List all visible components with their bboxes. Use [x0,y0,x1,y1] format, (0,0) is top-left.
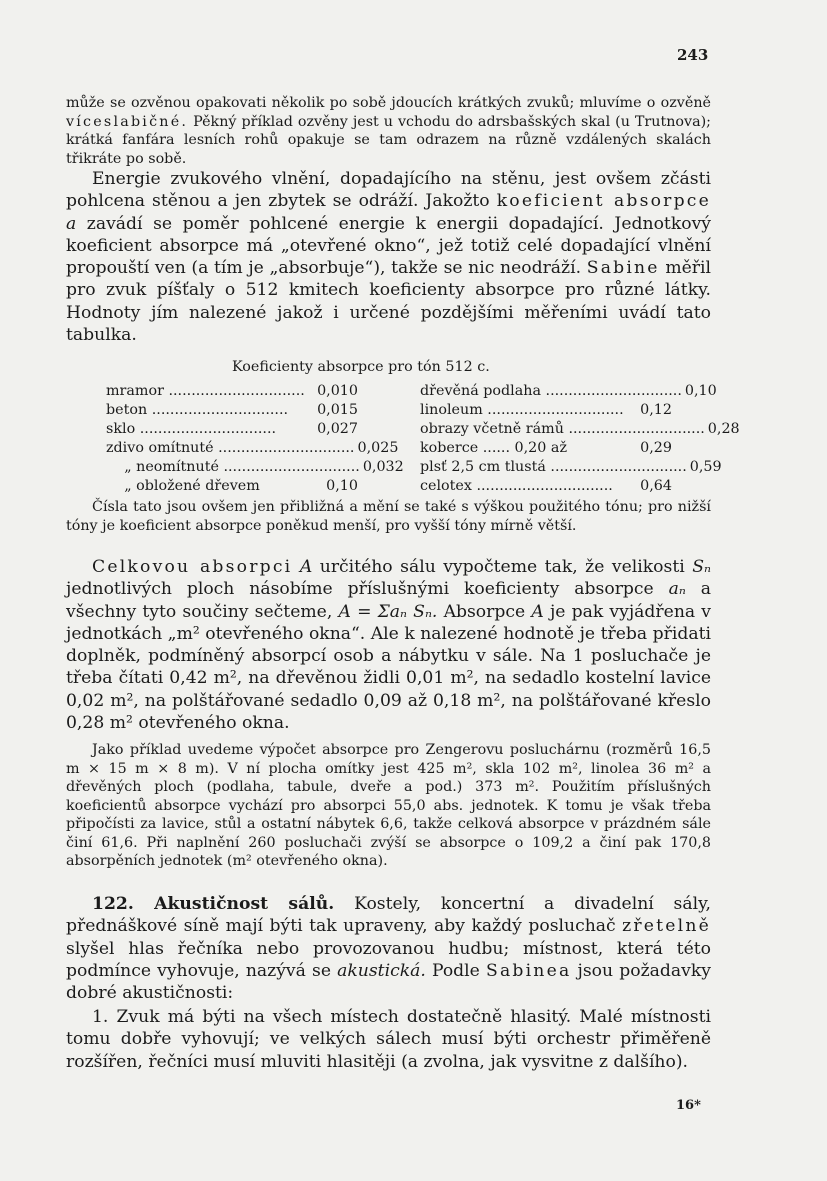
table-row: sklo .............................. 0,027 [106,420,358,437]
paragraph-echo: může se ozvěnou opakovati několik po sobě jdoucích krátkých zvuků; mluvíme o ozvěně víceslabičné. Pěkný příklad ozvěny jest u vchodu do adrsbašských skal (u Trutnova); krátká fanfára lesních rohů opakuje se tam odrazem na různě vzdálených skalách třikráte po sobě. [66,95,712,167]
table-row: dřevěná podlaha .............................. 0,10 [420,383,717,399]
table-row: „ neomítnuté .............................. 0,032 [124,458,404,475]
table-row: „ obložené dřevem 0,10 [124,477,358,494]
paragraph-absorption-coefficient: Energie zvukového vlnění, dopadajícího na stěnu, jest ovšem zčásti pohlcena stěnou a jen zbytek se odráží. Jakožto koeficient absorpce a zavádí se poměr pohlcené energie k energii dopadající. Jednotkový koeficient absorpce má „otevřené okno“, jež totiž celé dopadající vlnění propouští ven (a tím je „absorbuje“), takže se nic neodráží. Sabine měřil pro zvuk píšťaly o 512 kmitech koeficienty absorpce pro různé látky. Hodnoty jím nalezené jakož i určené pozdějšími měřeními uvádí tato tabulka. [66,169,712,346]
absorption-table-left [106,382,404,495]
absorption-table-right [420,382,740,495]
note-approximation: Čísla tato jsou ovšem jen přibližná a mění se také s výškou použitého tónu; pro nižší tóny je koeficient absorpce poněkud menší, pro vyšší tóny mírně větší. [66,499,711,534]
table-caption: Koeficienty absorpce pro tón 512 c. [232,359,490,375]
note-example-calculation: Jako příklad uvedeme výpočet absorpce pro Zengerovu posluchárnu (rozměrů 16,5 m × 15 m × 8 m). V ní plocha omítky jest 425 m², skla 102 m², linolea 36 m² a dřevěných ploch (podlaha, tabule, dveře a pod.) 373 m². Použitím příslušných koeficientů absorpce vychází pro absorpci 55,0 abs. jednotek. K tomu je však třeba připočísti za lavice, stůl a ostatní nábytek 6,6, takže celková absorpce v prázdném sále činí 61,6. Při naplnění 260 posluchači zvýší se absorpce o 109,2 a činí pak 170,8 absorpěních jednotek (m² otevřeného okna). [66,742,711,869]
page-number: 243 [677,46,709,64]
requirement-1: 1. Zvuk má býti na všech místech dostatečně hlasitý. Malé místnosti tomu dobře vyhovují; ve velkých sálech musí býti orchestr přiměřeně rozšířen, řečníci musí mluviti hlasitěji (a zvolna, jak vysvitne z dalšího). [66,1007,711,1072]
table-row: celotex .............................. 0,64 [420,477,672,494]
table-row: obrazy včetně rámů .............................. 0,28 [420,420,740,437]
table-row: zdivo omítnuté .............................. 0,025 [106,439,399,456]
table-row: koberce ...... 0,20 až 0,29 [420,439,672,456]
table-row: plsť 2,5 cm tlustá .............................. 0,59 [420,458,722,475]
table-row: mramor .............................. 0,010 [106,383,358,399]
section-122: 122. Akustičnost sálů. Kostely, koncertní a divadelní sály, přednáškové síně mají býti tak upraveny, aby každý posluchač zřetelně slyšel hlas řečníka nebo provozovanou hudbu; místnost, která této podmínce vyhovuje, nazývá se akustická. Podle Sabinea jsou požadavky dobré akustičnosti: [66,894,712,1004]
signature-mark: 16* [676,1098,701,1113]
table-row: linoleum .............................. 0,12 [420,401,672,418]
paragraph-total-absorption: Celkovou absorpci A určitého sálu vypočteme tak, že velikosti Sₙ jednotlivých ploch násobíme příslušnými koeficienty absorpce aₙ a všechny tyto součiny sečteme, A = Σaₙ Sₙ. Absorpce A je pak vyjádřena v jednotkách „m² otevřeného okna“. Ale k nalezené hodnotě je třeba přidati doplněk, podmíněný absorpcí osob a nábytku v sále. Na 1 posluchače je třeba čítati 0,42 m², na dřevěnou židli 0,01 m², na sedadlo kostelní lavice 0,02 m², na polštářované sedadlo 0,09 až 0,18 m², na polštářované křeslo 0,28 m² otevřeného okna. [66,557,712,734]
section-heading: 122. Akustičnost sálů. [92,894,335,914]
table-row: beton .............................. 0,015 [106,401,358,418]
